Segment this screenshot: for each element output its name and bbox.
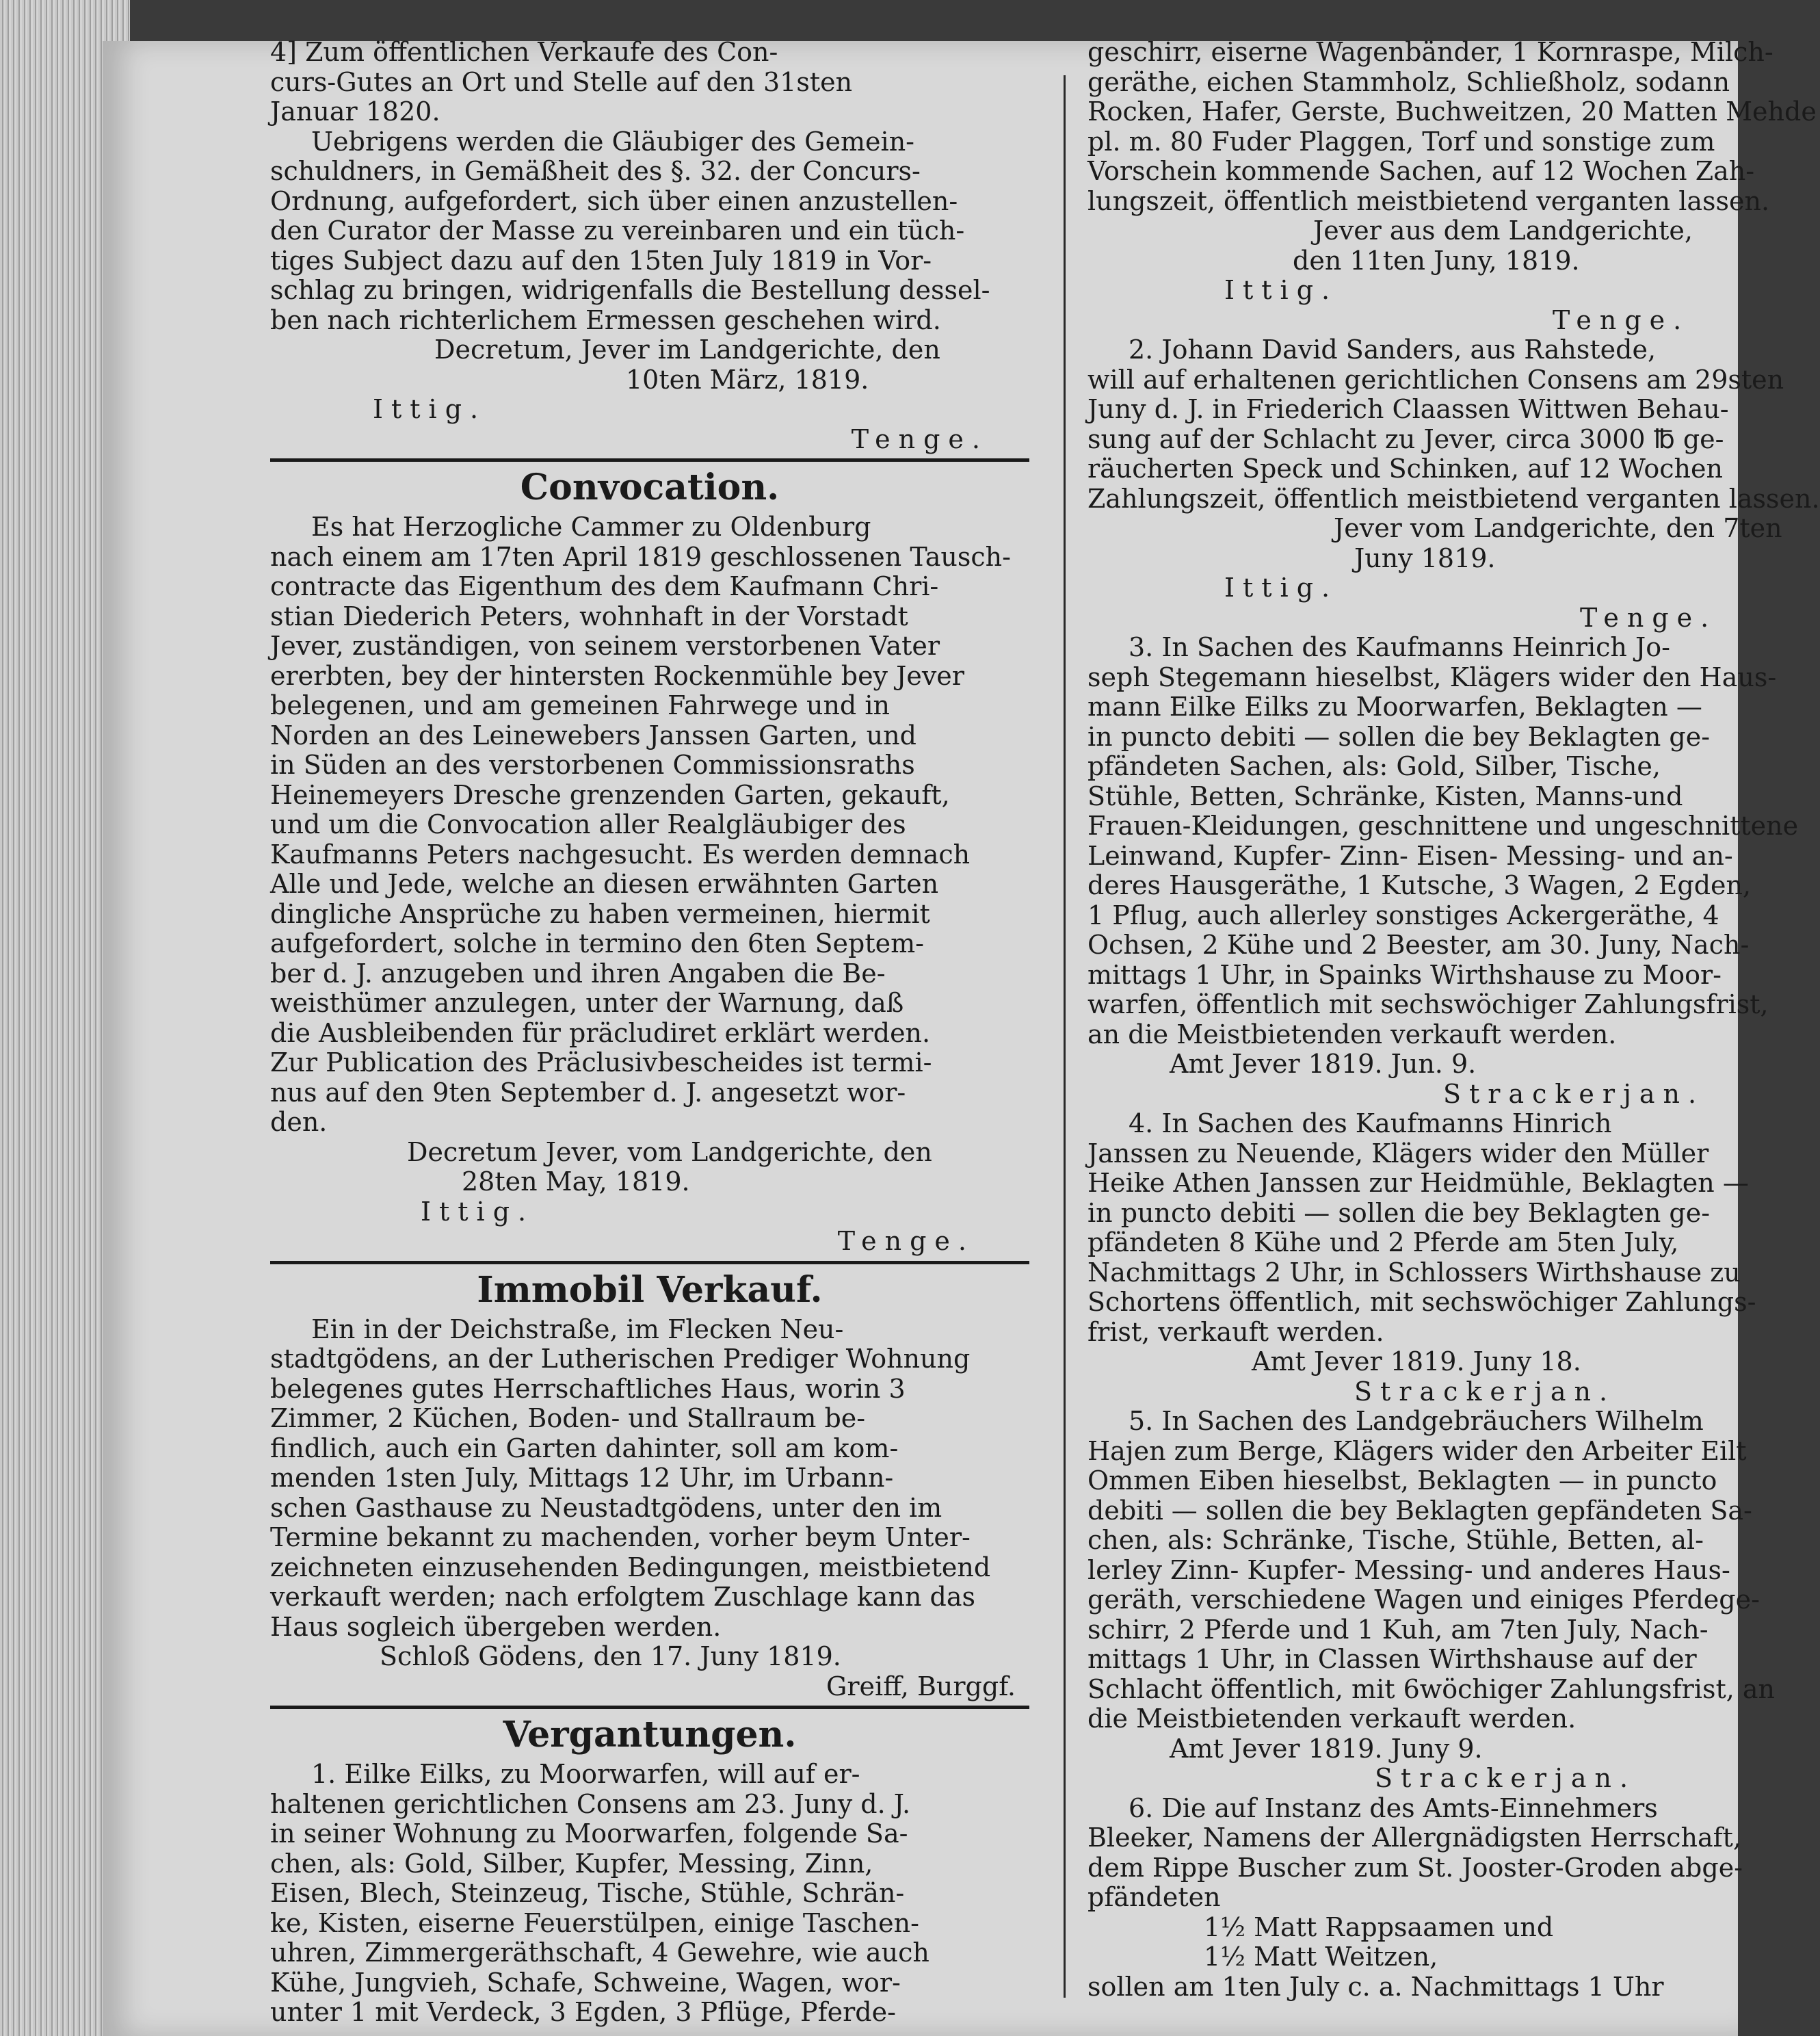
list-item: 1½ Matt Rappsaamen und	[1204, 1911, 1554, 1942]
text-line: Zimmer, 2 Küchen, Boden- und Stallraum be-	[270, 1403, 866, 1433]
text-line: belegenes gutes Herrschaftliches Haus, worin 3	[270, 1373, 906, 1404]
text-line: uhren, Zimmergeräthschaft, 4 Gewehre, wie auch	[270, 1937, 929, 1968]
text-line: schen Gasthause zu Neustadtgödens, unter den im	[270, 1492, 942, 1523]
text-line: mittags 1 Uhr, in Spainks Wirthshause zu Moor-	[1087, 959, 1722, 990]
text-line: unter 1 mit Verdeck, 3 Egden, 3 Pflüge, Pferde-	[270, 1997, 896, 2027]
place-line: Jever aus dem Landgerichte,	[1313, 216, 1693, 246]
text-line: die Ausbleibenden für präcludiret erklärt werden.	[270, 1017, 931, 1048]
text-line: debiti — sollen die bey Beklagten gepfändeten Sa-	[1087, 1495, 1752, 1526]
text-line: 4] Zum öffentlichen Verkaufe des Con-	[270, 37, 778, 67]
text-line: Termine bekannt zu machenden, vorher beym Unter-	[270, 1522, 971, 1552]
text-line: schirr, 2 Pferde und 1 Kuh, am 7ten July, Nach-	[1087, 1614, 1709, 1645]
signature-ittig: Ittig.	[373, 394, 487, 424]
text-line: an die Meistbietenden verkauft werden.	[1087, 1019, 1617, 1049]
text-line: geräthe, eichen Stammholz, Schließholz, sodann	[1087, 66, 1730, 97]
text-line: die Meistbietenden verkauft werden.	[1087, 1704, 1577, 1734]
text-line: zeichneten einzusehenden Bedingungen, meistbietend	[270, 1552, 991, 1582]
text-line: pl. m. 80 Fuder Plaggen, Torf und sonstige zum	[1087, 126, 1715, 157]
text-line: Zur Publication des Präclusivbescheides ist termi-	[270, 1047, 932, 1078]
text-line: Kühe, Jungvieh, Schafe, Schweine, Wagen, wor-	[270, 1967, 901, 1998]
text-line: dem Rippe Buscher zum St. Jooster-Groden abge-	[1087, 1852, 1743, 1883]
text-line: sung auf der Schlacht zu Jever, circa 3000 ℔ ge-	[1087, 423, 1724, 454]
text-line: nus auf den 9ten September d. J. angesetzt wor-	[270, 1077, 906, 1108]
text-line: contracte das Eigenthum des dem Kaufmann Chri-	[270, 571, 939, 601]
signature-greiff: Greiff, Burggf.	[826, 1671, 1016, 1701]
convocation-heading: Convocation.	[520, 467, 780, 508]
text-line: Ein in der Deichstraße, im Flecken Neu-	[311, 1314, 844, 1344]
item-6	[1087, 1792, 1743, 2002]
signature-tenge: Tenge.	[1580, 602, 1717, 633]
text-line: Ommen Eiben hieselbst, Beklagten — in puncto	[1087, 1465, 1717, 1496]
text-line: geräth, verschiedene Wagen und einiges Pferdege-	[1087, 1584, 1760, 1615]
item-4	[1087, 1108, 1756, 1407]
text-line: weisthümer anzulegen, unter der Warnung, daß	[270, 988, 904, 1018]
text-line: 6. Die auf Instanz des Amts-Einnehmers	[1129, 1792, 1658, 1823]
immobil-body	[270, 1315, 1029, 1702]
text-line: stadtgödens, an der Lutherischen Prediger Wohnung	[270, 1344, 971, 1374]
signature-tenge: Tenge.	[837, 1226, 975, 1256]
place-date: Schloß Gödens, den 17. Juny 1819.	[380, 1641, 841, 1671]
place-date: Amt Jever 1819. Juny 18.	[1252, 1346, 1581, 1376]
text-line: sollen am 1ten July c. a. Nachmittags 1 Uhr	[1087, 1971, 1664, 2002]
text-line: in seiner Wohnung zu Moorwarfen, folgende Sa-	[270, 1818, 908, 1849]
text-line: ben nach richterlichem Ermessen geschehen wird.	[270, 304, 941, 335]
text-line: schlag zu bringen, widrigenfalls die Bestellung dessel-	[270, 275, 990, 305]
signature-strackerjan: Strackerjan.	[1354, 1376, 1616, 1407]
text-line: Ordnung, aufgefordert, sich über einen anzustellen-	[270, 185, 958, 216]
text-line: geschirr, eiserne Wagenbänder, 1 Kornraspe, Milch-	[1087, 37, 1773, 67]
text-line: Rocken, Hafer, Gerste, Buchweitzen, 20 Matten Mehde	[1087, 96, 1817, 127]
signature-strackerjan: Strackerjan.	[1443, 1078, 1705, 1109]
text-line: Ochsen, 2 Kühe und 2 Beester, am 30. Juny, Nach-	[1087, 930, 1750, 960]
text-line: chen, als: Schränke, Tische, Stühle, Betten, al-	[1087, 1525, 1704, 1555]
text-line: menden 1sten July, Mittags 12 Uhr, im Urbann-	[270, 1463, 894, 1493]
section-rule	[270, 458, 1029, 462]
text-line: deres Hausgeräthe, 1 Kutsche, 3 Wagen, 2 Egden,	[1087, 870, 1752, 900]
date-line: den 11ten Juny, 1819.	[1293, 245, 1580, 276]
decree-line: Decretum, Jever im Landgerichte, den	[434, 335, 940, 365]
decree-date: 10ten März, 1819.	[626, 364, 869, 395]
text-line: den.	[270, 1107, 328, 1137]
text-line: Haus sogleich übergeben werden.	[270, 1611, 722, 1642]
text-line: 4. In Sachen des Kaufmanns Hinrich	[1129, 1108, 1612, 1138]
text-line: Eisen, Blech, Steinzeug, Tische, Stühle, Schrän-	[270, 1878, 905, 1908]
decree-line: Decretum Jever, vom Landgerichte, den	[407, 1136, 932, 1167]
section-rule	[270, 1261, 1029, 1264]
section-rule	[270, 1706, 1029, 1709]
text-line: haltenen gerichtlichen Consens am 23. Juny d. J.	[270, 1788, 911, 1819]
text-line: Es hat Herzogliche Cammer zu Oldenburg	[311, 512, 871, 542]
text-line: Stühle, Betten, Schränke, Kisten, Manns-und	[1087, 781, 1683, 811]
text-line: Januar 1820.	[270, 96, 440, 127]
text-line: Heike Athen Janssen zur Heidmühle, Beklagten —	[1087, 1168, 1749, 1198]
text-line: Frauen-Kleidungen, geschnittene und ungeschnittene	[1087, 811, 1799, 841]
text-line: Alle und Jede, welche an diesen erwähnten Garten	[270, 869, 939, 899]
text-line: Nachmittags 2 Uhr, in Schlossers Wirthshause zu	[1087, 1257, 1741, 1288]
concurs-notice	[270, 38, 1029, 454]
text-line: Uebrigens werden die Gläubiger des Gemein-	[311, 126, 915, 157]
text-line: mittags 1 Uhr, in Classen Wirthshause auf der	[1087, 1644, 1697, 1674]
signature-strackerjan: Strackerjan.	[1375, 1763, 1637, 1793]
text-line: Janssen zu Neuende, Klägers wider den Müller	[1087, 1138, 1709, 1169]
text-line: 1. Eilke Eilks, zu Moorwarfen, will auf er-	[311, 1759, 860, 1789]
vergantungen-continued	[1087, 37, 1817, 335]
text-line: Juny d. J. in Friederich Claassen Wittwen Behau-	[1087, 394, 1729, 424]
text-line: pfändeten	[1087, 1882, 1221, 1912]
item-3	[1087, 632, 1799, 1109]
place-line: Jever vom Landgerichte, den 7ten	[1334, 513, 1782, 543]
text-line: ke, Kisten, eiserne Feuerstülpen, einige Taschen-	[270, 1907, 919, 1938]
text-line: Heinemeyers Dresche grenzenden Garten, gekauft,	[270, 779, 950, 810]
text-line: tiges Subject dazu auf den 15ten July 1819 in Vor-	[270, 245, 932, 276]
list-item: 1½ Matt Weitzen,	[1204, 1942, 1438, 1972]
text-line: seph Stegemann hieselbst, Klägers wider den Haus-	[1087, 662, 1777, 692]
text-line: in puncto debiti — sollen die bey Beklagten ge-	[1087, 1197, 1711, 1228]
text-line: in puncto debiti — sollen die bey Beklagten ge-	[1087, 721, 1711, 752]
text-line: warfen, öffentlich mit sechswöchiger Zahlungsfrist,	[1087, 989, 1769, 1019]
place-date: Amt Jever 1819. Jun. 9.	[1170, 1049, 1477, 1079]
text-line: chen, als: Gold, Silber, Kupfer, Messing, Zinn,	[270, 1848, 873, 1879]
text-line: Zahlungszeit, öffentlich meistbietend verganten lassen.	[1087, 483, 1820, 514]
column-divider	[1064, 75, 1066, 1998]
text-line: Norden an des Leinewebers Janssen Garten, und	[270, 720, 916, 751]
vergantungen-heading: Vergantungen.	[503, 1714, 797, 1756]
left-column	[270, 38, 1029, 2028]
text-line: 3. In Sachen des Kaufmanns Heinrich Jo-	[1129, 632, 1670, 662]
convocation-body	[270, 512, 1029, 1257]
text-line: Bleeker, Namens der Allergnädigsten Herrschaft,	[1087, 1823, 1742, 1853]
text-line: ererbten, bey der hintersten Rockenmühle bey Jever	[270, 660, 964, 691]
text-line: Hajen zum Berge, Klägers wider den Arbeiter Eilt	[1087, 1435, 1747, 1466]
text-line: in Süden an des verstorbenen Commissionsraths	[270, 750, 915, 780]
text-line: Leinwand, Kupfer- Zinn- Eisen- Messing- und an-	[1087, 840, 1733, 871]
text-line: belegenen, und am gemeinen Fahrwege und in	[270, 690, 890, 720]
text-line: aufgefordert, solche in termino den 6ten Septem-	[270, 928, 924, 958]
text-line: stian Diederich Peters, wohnhaft in der Vorstadt	[270, 601, 908, 631]
text-line: 5. In Sachen des Landgebräuchers Wilhelm	[1129, 1406, 1704, 1436]
text-line: schuldners, in Gemäßheit des §. 32. der Concurs-	[270, 156, 921, 186]
text-line: will auf erhaltenen gerichtlichen Consens am 29sten	[1087, 364, 1784, 395]
text-line: lungszeit, öffentlich meistbietend verganten lassen.	[1087, 185, 1770, 216]
text-line: Schlacht öffentlich, mit 6wöchiger Zahlungsfrist, an	[1087, 1673, 1776, 1704]
text-line: Kaufmanns Peters nachgesucht. Es werden demnach	[270, 839, 971, 870]
text-line: räucherten Speck und Schinken, auf 12 Wochen	[1087, 454, 1723, 484]
decree-date: 28ten May, 1819.	[462, 1166, 690, 1197]
text-line: lerley Zinn- Kupfer- Messing- und anderes Haus-	[1087, 1554, 1730, 1585]
text-line: Schortens öffentlich, mit sechswöchiger Zahlungs-	[1087, 1287, 1756, 1317]
text-line: verkauft werden; nach erfolgtem Zuschlage kann das	[270, 1582, 975, 1612]
text-line: pfändeten Sachen, als: Gold, Silber, Tische,	[1087, 751, 1661, 781]
place-date: Amt Jever 1819. Juny 9.	[1170, 1733, 1483, 1764]
immobil-heading: Immobil Verkauf.	[477, 1268, 823, 1311]
text-line: ber d. J. anzugeben und ihren Angaben die Be-	[270, 958, 886, 989]
text-line: curs-Gutes an Ort und Stelle auf den 31sten	[270, 66, 853, 97]
text-line: Jever, zuständigen, von seinem verstorbenen Vater	[270, 631, 940, 661]
item-5	[1087, 1406, 1776, 1794]
signature-ittig: Ittig.	[421, 1196, 535, 1227]
text-line: pfändeten 8 Kühe und 2 Pferde am 5ten July,	[1087, 1227, 1679, 1257]
signature-tenge: Tenge.	[1553, 304, 1690, 335]
text-line: findlich, auch ein Garten dahinter, soll am kom-	[270, 1433, 899, 1463]
text-line: Vorschein kommende Sachen, auf 12 Wochen Zah-	[1087, 156, 1755, 186]
signature-ittig: Ittig.	[1224, 275, 1338, 305]
signature-ittig: Ittig.	[1224, 573, 1338, 603]
text-line: nach einem am 17ten April 1819 geschlossenen Tausch-	[270, 541, 1011, 572]
text-line: und um die Convocation aller Realgläubiger des	[270, 809, 906, 839]
vergantungen-body	[270, 1760, 1029, 2028]
item-2	[1087, 335, 1820, 633]
text-line: den Curator der Masse zu vereinbaren und ein tüch-	[270, 216, 965, 246]
text-line: 2. Johann David Sanders, aus Rahstede,	[1129, 335, 1657, 365]
right-column	[1087, 37, 1820, 2002]
date-line: Juny 1819.	[1354, 543, 1496, 573]
text-line: frist, verkauft werden.	[1087, 1316, 1384, 1347]
text-line: 1 Pflug, auch allerley sonstiges Ackergeräthe, 4	[1087, 900, 1719, 930]
text-line: dingliche Ansprüche zu haben vermeinen, hiermit	[270, 898, 930, 929]
signature-tenge: Tenge.	[851, 423, 988, 454]
text-line: mann Eilke Eilks zu Moorwarfen, Beklagten —	[1087, 692, 1702, 722]
